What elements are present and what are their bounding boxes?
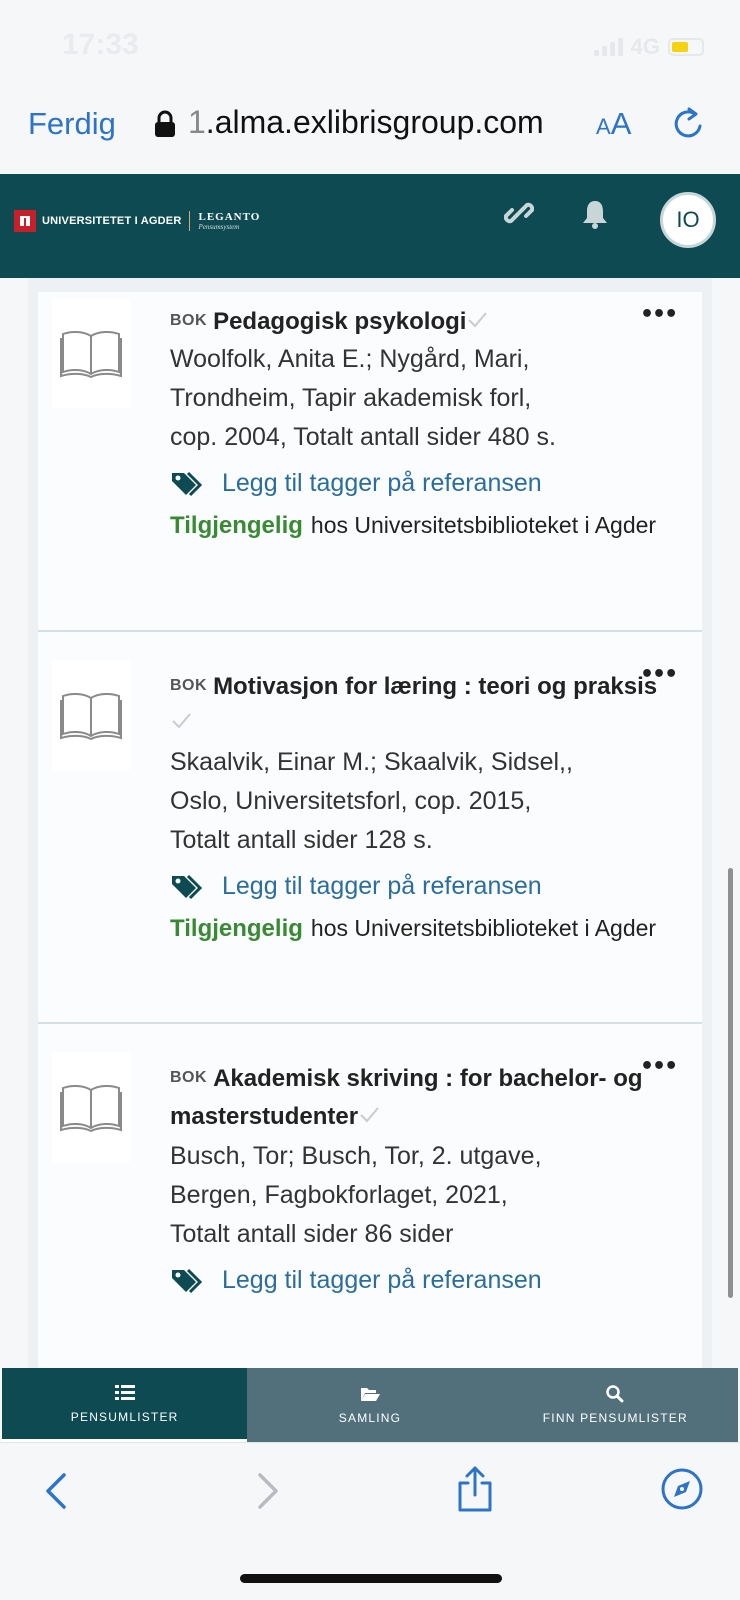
app-header (0, 174, 740, 278)
book-cover-icon (52, 298, 130, 408)
add-tags-link[interactable]: Legg til tagger på referansen (170, 1266, 662, 1295)
availability-info (170, 506, 662, 545)
leganto-logo[interactable] (14, 210, 260, 232)
availability-location: hos Universitetsbiblioteket i Agder (310, 915, 657, 941)
availability-status[interactable]: Tilgjengelig (170, 512, 303, 539)
bell-icon[interactable] (580, 198, 610, 230)
tab-samling[interactable]: SAMLING (247, 1368, 492, 1442)
availability-info (170, 909, 662, 948)
item-title[interactable]: Akademisk skriving : for bachelor- og masterstudenter (170, 1065, 643, 1130)
share-icon[interactable] (456, 1465, 494, 1513)
tags-icon (170, 873, 204, 901)
more-options-icon[interactable]: ••• (640, 1054, 677, 1079)
university-logo-icon (14, 210, 36, 232)
item-title[interactable]: Pedagogisk psykologi (213, 308, 467, 335)
item-author-line: Woolfolk, Anita E.; Nygård, Mari, (170, 345, 530, 373)
tags-icon (170, 1267, 204, 1295)
product-subtitle: Pensumsystem (198, 223, 240, 231)
status-bar (0, 0, 740, 80)
back-icon[interactable] (40, 1471, 72, 1511)
availability-status[interactable]: Tilgjengelig (170, 915, 303, 942)
status-time: 17:33 (62, 28, 139, 61)
text-size-button[interactable]: AA (596, 106, 632, 141)
list-item[interactable] (38, 292, 702, 632)
check-icon (466, 310, 488, 330)
url-field[interactable]: 1.alma.exlibrisgroup.com (188, 104, 544, 140)
more-options-icon[interactable]: ••• (640, 302, 677, 327)
status-indicators (594, 34, 704, 60)
item-type: BOK (170, 677, 208, 694)
browser-address-bar (0, 80, 740, 174)
forward-icon[interactable] (252, 1471, 284, 1511)
avatar[interactable]: IO (660, 192, 716, 248)
item-title[interactable]: Motivasjon for læring : teori og praksis (213, 673, 658, 700)
bottom-tab-bar (2, 1368, 738, 1442)
item-pages-line: Totalt antall sider 128 s. (170, 826, 433, 854)
signal-icon (594, 38, 623, 56)
item-type: BOK (170, 1069, 208, 1086)
network-type: 4G (630, 34, 660, 59)
item-publisher-line: Bergen, Fagbokforlaget, 2021, (170, 1181, 508, 1209)
folder-open-icon (360, 1385, 380, 1403)
check-icon (170, 711, 192, 731)
check-icon (358, 1105, 380, 1125)
add-tags-link[interactable]: Legg til tagger på referansen (170, 872, 662, 901)
product-name: LEGANTO (198, 211, 261, 223)
reading-list-content (28, 278, 712, 1368)
home-indicator (240, 1574, 502, 1583)
citation-list (38, 292, 702, 1368)
list-item[interactable] (38, 1024, 702, 1368)
tags-icon (170, 470, 204, 498)
university-name: UNIVERSITETET I AGDER (42, 215, 182, 227)
add-tags-link[interactable]: Legg til tagger på referansen (170, 469, 662, 498)
link-icon[interactable] (504, 198, 534, 228)
item-author-line: Skaalvik, Einar M.; Skaalvik, Sidsel,, (170, 748, 573, 776)
search-icon (605, 1385, 625, 1403)
item-author-line: Busch, Tor; Busch, Tor, 2. utgave, (170, 1142, 542, 1170)
list-item[interactable] (38, 632, 702, 1024)
book-cover-icon (52, 1052, 130, 1162)
tab-finn-pensumlister[interactable]: FINN PENSUMLISTER (493, 1368, 738, 1442)
more-options-icon[interactable]: ••• (640, 662, 677, 687)
item-pages-line: cop. 2004, Totalt antall sider 480 s. (170, 423, 556, 451)
availability-location: hos Universitetsbiblioteket i Agder (310, 512, 657, 538)
item-publisher-line: Trondheim, Tapir akademisk forl, (170, 384, 532, 412)
compass-icon[interactable] (660, 1467, 704, 1511)
lock-icon (154, 110, 176, 138)
item-type: BOK (170, 312, 208, 329)
book-cover-icon (52, 660, 130, 770)
done-button[interactable]: Ferdig (28, 106, 116, 141)
item-publisher-line: Oslo, Universitetsforl, cop. 2015, (170, 787, 532, 815)
list-icon (115, 1384, 135, 1402)
tab-pensumlister[interactable]: PENSUMLISTER (2, 1368, 247, 1442)
scrollbar[interactable] (728, 868, 733, 1298)
item-pages-line: Totalt antall sider 86 sider (170, 1220, 454, 1248)
battery-icon (668, 38, 704, 56)
reload-icon[interactable] (672, 106, 706, 142)
